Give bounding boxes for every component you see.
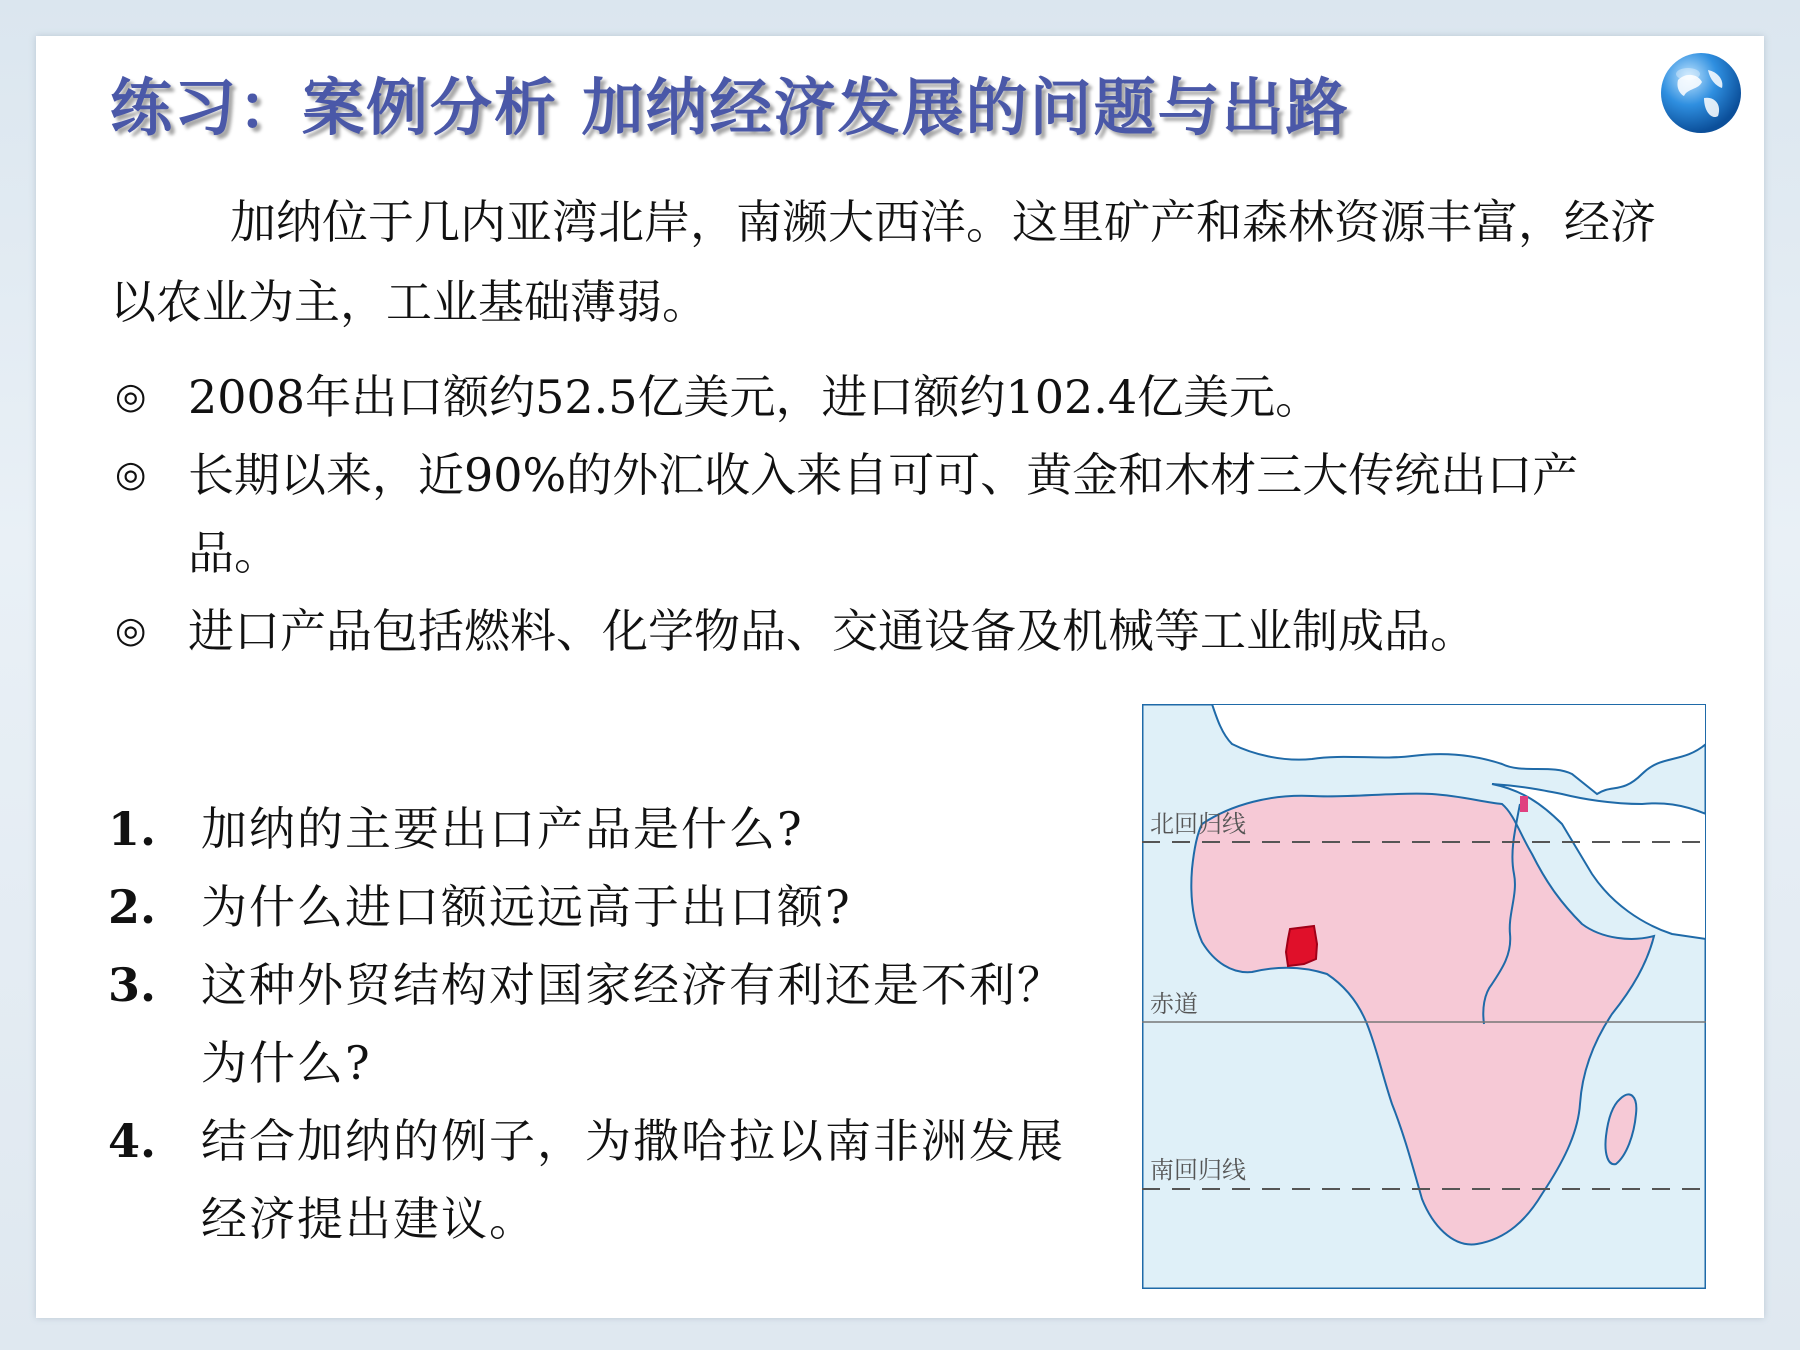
question-item — [108, 1102, 1108, 1258]
question-list — [108, 790, 1108, 1258]
question-item — [108, 946, 1108, 1102]
question-number: 3. — [108, 958, 157, 1012]
equator-label: 赤道 — [1150, 990, 1198, 1018]
bullet-item — [115, 592, 1675, 670]
question-text: 这种外贸结构对国家经济有利还是不利？为什么? — [201, 958, 1065, 1090]
question-text: 结合加纳的例子，为撒哈拉以南非洲发展经济提出建议。 — [201, 1114, 1065, 1246]
bullet-list — [115, 358, 1675, 670]
question-text: 为什么进口额远远高于出口额? — [201, 880, 852, 934]
africa-map — [1142, 704, 1706, 1289]
egypt-marker — [1520, 796, 1528, 812]
bullet-mark: ◎ — [115, 454, 147, 495]
tropic-of-capricorn-label: 南回归线 — [1150, 1156, 1246, 1184]
bullet-text: 2008年出口额约52.5亿美元，进口额约102.4亿美元。 — [188, 370, 1322, 424]
bullet-mark: ◎ — [115, 610, 147, 651]
page-title: 练习：案例分析 加纳经济发展的问题与出路 — [110, 71, 1350, 144]
question-number: 4. — [108, 1114, 157, 1168]
globe-icon — [1658, 50, 1744, 136]
question-number: 2. — [108, 880, 157, 934]
tropic-of-cancer-label: 北回归线 — [1150, 810, 1246, 838]
question-number: 1. — [108, 802, 157, 856]
bullet-mark: ◎ — [115, 376, 147, 417]
bullet-text: 长期以来，近90%的外汇收入来自可可、黄金和木材三大传统出口产品。 — [188, 448, 1579, 580]
ghana-highlight — [1286, 926, 1317, 966]
question-item — [108, 868, 1108, 946]
intro-paragraph: 加纳位于几内亚湾北岸，南濒大西洋。这里矿产和森林资源丰富，经济以农业为主，工业基础薄弱。 — [110, 195, 1656, 329]
bullet-item — [115, 358, 1675, 436]
bullet-text: 进口产品包括燃料、化学物品、交通设备及机械等工业制成品。 — [188, 604, 1476, 658]
bullet-item — [115, 436, 1675, 592]
question-text: 加纳的主要出口产品是什么? — [201, 802, 804, 856]
question-item — [108, 790, 1108, 868]
